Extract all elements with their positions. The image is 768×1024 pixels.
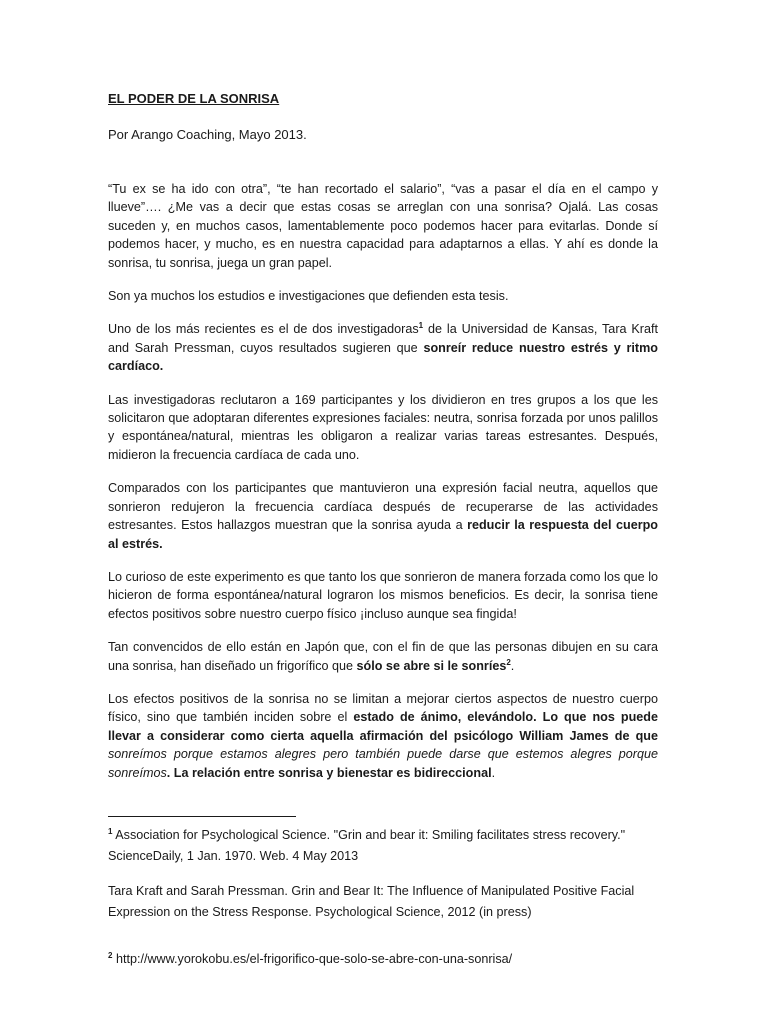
paragraph-8-text-b: , elevándolo. Lo que nos puede llevar a considerar como cierta aquella afirmación del psicólogo William James de que <box>108 710 658 743</box>
paragraph-2: Son ya muchos los estudios e investigaciones que defienden esta tesis. <box>108 289 509 304</box>
footnote-2-link[interactable]: http://www.yorokobu.es/el-frigorifico-que-solo-se-abre-con-una-sonrisa/ <box>112 952 513 966</box>
paragraph-8-bold-2: bidireccional <box>413 765 492 780</box>
paragraph-4: Las investigadoras reclutaron a 169 participantes y los dividieron en tres grupos a los que les solicitaron que adoptaran diferentes expresiones faciales: neutra, sonrisa forzada por unos palillos y espontánea/natural, mientras les obligaron a realizar varias tareas estresantes. Después, midieron la frecuencia cardíaca de cada uno. <box>108 392 658 462</box>
paragraph-1: “Tu ex se ha ido con otra”, “te han recortado el salario”, “vas a pasar el día en el campo y llueve”…. ¿Me vas a decir que estas cosas se arreglan con una sonrisa? Ojalá. Las cosas suceden y, en muchos casos, lamentablemente poco podemos hacer para evitarlas. Donde sí podemos hacer, y mucho, es en nuestra capacidad para adaptarnos a ellas. Y ahí es donde la sonrisa, tu sonrisa, juega un gran papel. <box>108 182 658 270</box>
footnote-1-continuation: Tara Kraft and Sarah Pressman. Grin and Bear It: The Influence of Manipulated Positive Facial Expression on the Stress Response. Psychological Science, 2012 (in press) <box>108 884 635 919</box>
paragraph-5 <box>108 479 658 553</box>
paragraph-8-text-c: . La relación entre sonrisa y bienestar es <box>166 765 414 780</box>
paragraph-3-bold: sonreír reduce nuestro estrés y ritmo cardíaco. <box>108 340 658 374</box>
paragraph-7-end: . <box>510 658 515 673</box>
paragraph-8-text-a: Los efectos positivos de la sonrisa no se limitan a mejorar ciertos aspectos de nuestro cuerpo físico, sino que también inciden sobre el <box>108 691 658 725</box>
footnote-divider <box>108 816 296 817</box>
paragraph-7-bold: sólo se abre si le sonríes <box>356 658 507 673</box>
paragraph-3 <box>108 320 658 375</box>
document-body <box>108 90 658 797</box>
document-title: EL PODER DE LA SONRISA <box>108 91 280 106</box>
footnote-ref-1[interactable]: 1 <box>418 321 424 331</box>
paragraph-8-end: . <box>491 765 496 780</box>
footnote-1-marker: 1 <box>108 826 113 836</box>
paragraph-3-text-a: Uno de los más recientes es el de dos investigadoras <box>108 322 419 337</box>
paragraph-8-italic: sonreímos porque estamos alegres pero también puede darse que estemos alegres porque sonreímos <box>108 747 658 780</box>
footnotes <box>108 816 658 984</box>
paragraph-8 <box>108 690 658 782</box>
paragraph-3-text-b: de la Universidad de Kansas, Tara Kraft and Sarah Pressman, cuyos resultados sugieren que <box>108 322 658 355</box>
footnote-1 <box>108 825 658 867</box>
paragraph-8-bold-1: estado de ánimo <box>353 710 458 725</box>
footnote-1-text: Association for Psychological Science. "Grin and bear it: Smiling facilitates stress recovery." ScienceDaily, 1 Jan. 1970. Web. 4 May 2013 <box>108 828 626 863</box>
footnote-2 <box>108 949 658 970</box>
footnote-2-marker: 2 <box>108 950 113 960</box>
paragraph-5-text-a: Comparados con los participantes que mantuvieron una expresión facial neutra, aquellos que sonrieron redujeron la frecuencia cardíaca después de recuperarse de las actividades estresantes. Estos hallazgos muestran que la sonrisa ayuda a <box>108 481 658 533</box>
paragraph-7 <box>108 638 658 675</box>
footnote-ref-2[interactable]: 2 <box>506 657 511 667</box>
paragraph-7-text-a: Tan convencidos de ello están en Japón que, con el fin de que las personas dibujen en su cara una sonrisa, han diseñado un frigorífico que <box>108 640 658 673</box>
paragraph-6: Lo curioso de este experimento es que tanto los que sonrieron de manera forzada como los que lo hicieron de forma espontánea/natural lograron los mismos beneficios. Es decir, la sonrisa tiene efectos positivos sobre nuestro cuerpo físico ¡incluso aunque sea fingida! <box>108 569 658 621</box>
document-byline: Por Arango Coaching, Mayo 2013. <box>108 127 307 142</box>
paragraph-5-bold: reducir la respuesta del cuerpo al estrés. <box>108 518 658 551</box>
